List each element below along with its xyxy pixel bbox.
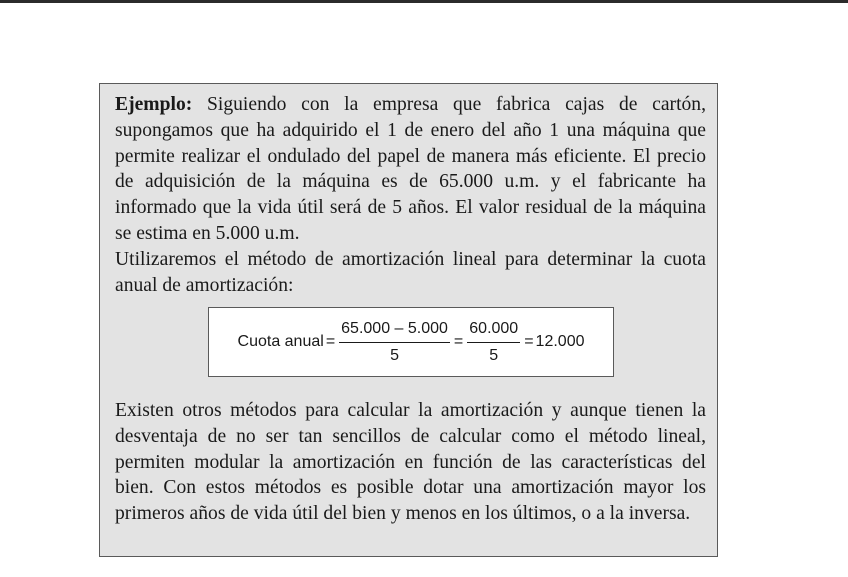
formula-fraction-2 <box>467 319 520 366</box>
closing-paragraph: Existen otros métodos para calcular la amortización y aunque tienen la desventaja de no ser tan sencillos de calcular como el método lineal, permiten modular la amortización en función de las características del bien. Con estos métodos es posible dotar una amortización mayor los primeros años de vida útil del bien y menos en los últimos, o a la inversa. <box>115 400 706 525</box>
fraction-1-numerator: 65.000 – 5.000 <box>339 319 450 343</box>
fraction-2-numerator: 60.000 <box>467 319 520 343</box>
formula-equals-2: = <box>453 333 464 350</box>
formula-equals-1: = <box>325 333 336 350</box>
example-box <box>99 83 718 557</box>
example-intro-paragraph <box>115 92 706 247</box>
example-intro-text: Siguiendo con la empresa que fabrica cajas de cartón, supongamos que ha adquirido el 1 de enero del año 1 una máquina que permite realizar el ondulado del papel de manera más eficiente. El precio de adquisición de la máquina es de 65.000 u.m. y el fabricante ha informado que la vida útil será de 5 años. El valor residual de la máquina se estima en 5.000 u.m. <box>115 94 706 244</box>
fraction-2-denominator: 5 <box>489 346 499 364</box>
formula-fraction-1 <box>339 319 450 366</box>
formula-lhs: Cuota anual <box>237 333 324 350</box>
fraction-1-denominator: 5 <box>390 346 399 364</box>
top-border-bar <box>0 0 848 3</box>
formula-equals-3: = <box>524 333 534 350</box>
formula-result: 12.000 <box>535 333 585 350</box>
method-paragraph: Utilizaremos el método de amortización lineal para determinar la cuota anual de amortización: <box>115 248 706 296</box>
formula-box <box>208 307 614 377</box>
example-label: Ejemplo: <box>115 94 193 115</box>
